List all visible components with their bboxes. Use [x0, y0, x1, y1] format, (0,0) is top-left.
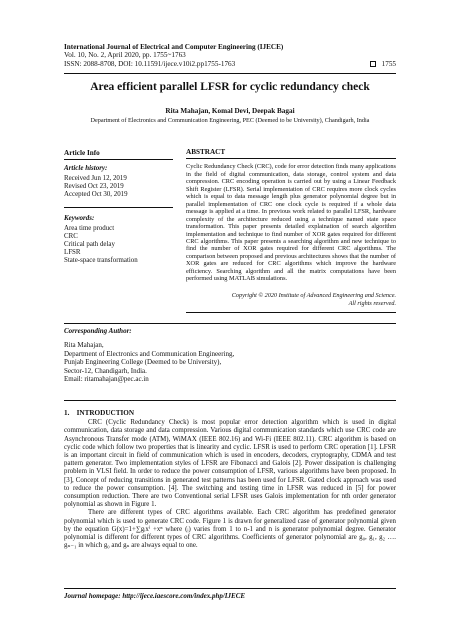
journal-issn: ISSN: 2088-8708, DOI: 10.11591/ijece.v10i2.pp1755-1763 — [64, 59, 236, 68]
journal-volume: Vol. 10, No. 2, April 2020, pp. 1755~1763 — [64, 51, 186, 60]
copyright — [186, 292, 396, 308]
journal-homepage: Journal homepage: http://ijece.iaescore.com/index.php/IJECE — [64, 592, 246, 600]
corresponding-bottom-rule — [64, 400, 396, 401]
corresponding-heading: Corresponding Author: — [64, 327, 132, 335]
journal-name: International Journal of Electrical and Computer Engineering (IJECE) — [64, 43, 284, 51]
history-item: Received Jun 12, 2019 — [64, 175, 127, 182]
info-divider — [64, 207, 173, 208]
page-number-group — [370, 60, 396, 68]
paper-affiliation: Department of Electronics and Communication Engineering, PEC (Deemed to be University), Chandigarh, India — [90, 117, 370, 124]
keyword-item: CRC — [64, 233, 78, 240]
history-item: Revised Oct 23, 2019 — [64, 183, 124, 190]
corresponding-line: Department of Electronics and Communication Engineering, — [64, 349, 235, 358]
introduction-paragraph: There are different types of CRC algorithms available. Each CRC algorithm has predefined generator polynomial which is used to generate CRC code. Figure 1 is drawn for generalized case of generator polynomial given by the equation G(x)=1+∑gᵢxⁱ +xⁿ where (ᵢ) varies from 1 to n-1 and n is generator polynomial degree. Generator polynomial is different for different types of CRC algorithms. Coefficients of generator polynomial are g₀, g₁, g₂ …. gₙ₋₁ in which g₀ and gₙ are always equal to one. — [64, 509, 396, 550]
paper-authors: Rita Mahajan, Komal Devi, Deepak Bagai — [165, 107, 295, 115]
square-icon — [370, 61, 376, 67]
introduction-heading: 1. INTRODUCTION — [64, 409, 135, 417]
corresponding-line: Punjab Engineering College (Deemed to be University), — [64, 358, 222, 367]
keywords-heading: Keywords: — [64, 214, 95, 222]
copyright-line: Copyright © 2020 Institute of Advanced Engineering and Science. — [231, 291, 396, 299]
history-heading: Article history: — [64, 164, 108, 172]
article-info — [64, 149, 173, 265]
history-item: Accepted Oct 30, 2019 — [64, 191, 128, 198]
issn-row — [64, 60, 396, 68]
copyright-rights: All rights reserved. — [348, 299, 396, 307]
corresponding-line: Rita Mahajan, — [64, 341, 104, 350]
page-number: 1755 — [381, 59, 396, 68]
corresponding-line: Sector-12, Chandigarh, India. — [64, 366, 147, 375]
paper-title: Area efficient parallel LFSR for cyclic redundancy check — [90, 81, 370, 93]
abstract-heading: ABSTRACT — [186, 149, 396, 159]
corresponding-rule — [64, 323, 396, 324]
keyword-item: Critical path delay — [64, 241, 115, 248]
article-info-heading: Article Info — [64, 149, 173, 160]
introduction-section — [64, 409, 396, 550]
keyword-item: LFSR — [64, 249, 81, 256]
keyword-item: Area time product — [64, 225, 115, 232]
abstract-text: Cyclic Redundancy Check (CRC), code for error detection finds many applications in the field of digital communication, data storage, control system and data compression. CRC encoding operation is carried out by using a Linear Feedback Shift Register (LFSR). Serial implementation of CRC requires more clock cycles which is equal to data message length plus generator polynomial degree but in parallel implementation of CRC one clock cycle is required if a whole data message is applied at a time. In previous work related to parallel LFSR, hardware complexity of the architecture reduced using a technique named state space transformation. This paper presents detailed explaination of search algorithm implementation and technique to find number of XOR gates required for different CRC algorithms. This paper presents a searching algorithm and new technique to find the number of XOR gates required for different CRC algorithms. The comparison between proposed and previous architectures shows that the number of XOR gates are reduced for CRC algorithms which improve the hardware efficiency. Searching algorithm and all the matrix computations have been performed using MATLAB simulations. — [186, 163, 396, 283]
corresponding-email: Email: ritamahajan@pec.ac.in — [64, 375, 149, 384]
header-rule — [64, 73, 396, 74]
journal-header — [64, 43, 396, 68]
introduction-paragraph: CRC (Cyclic Redundancy Check) is most popular error detection algorithm which is used in digital communication, data storage and data compression. Various digital communication standards which use CRC code are Asynchronous Transfer mode (ATM), WiMAX (IEEE 802.16) and Wi-Fi (IEEE 802.11). CRC algorithm is based on cyclic code which follow two properties that is linearity and cyclic. LFSR is used to perform CRC operation [1]. LFSR is an important circuit in field of communication which is used in encoders, decoders, cryptography, CDMA and test pattern generator. Two implementation styles of LFSR are Fibonacci and Galois [2]. Power dissipation is challenging problem in VLSI field. In order to reduce the power consumption of LFSR, various algorithms have been proposed. In [3], Concept of reducing transitions in generated test patterns has been used for LFSR. Gated clock approach was used to reduce the power consumption. [4]. The switching and testing time in LFSR was reduced in [5] for power consumption reduction. There are two Conventional serial LFSR uses Galois implementation for nth order generator polynomial as shown in Figure 1. — [64, 419, 396, 509]
footer-rule — [64, 588, 396, 589]
keyword-item: State-space transformation — [64, 257, 138, 264]
corresponding-author — [64, 323, 396, 383]
abstract — [186, 149, 396, 313]
abstract-rule — [186, 312, 396, 313]
